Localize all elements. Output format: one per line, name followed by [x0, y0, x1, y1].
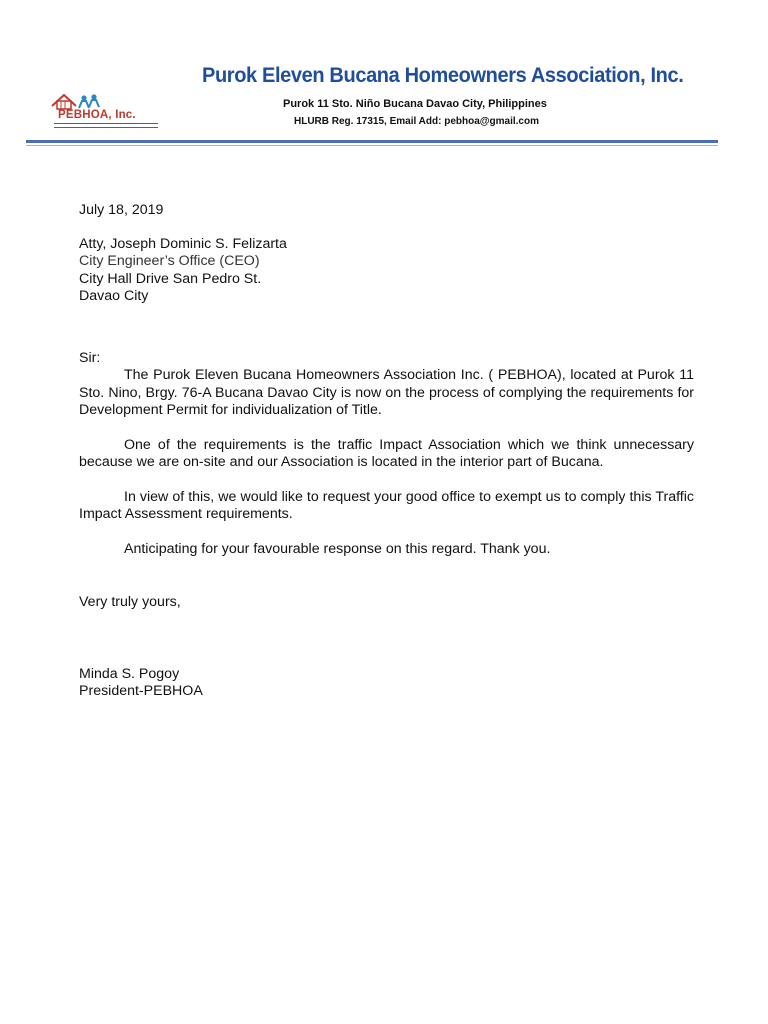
paragraph-4: Anticipating for your favourable response on this regard. Thank you.: [124, 540, 551, 557]
header-divider-thin: [26, 145, 718, 146]
organization-registration: HLURB Reg. 17315, Email Add: pebhoa@gmail.com: [294, 116, 539, 127]
paragraph-1: The Purok Eleven Bucana Homeowners Association Inc. ( PEBHOA), located at Purok 11 Sto. Nino, Brgy. 76-A Bucana Davao City is now on the process of complying the requirements for Development Permit for individualization of Title.: [79, 367, 694, 418]
signatory-title: President-PEBHOA: [79, 683, 203, 699]
paragraph-2: One of the requirements is the traffic Impact Association which we think unnecessary because we are on-site and our Association is located in the interior part of Bucana.: [79, 436, 694, 470]
logo-underline: [54, 123, 158, 128]
signatory-name: Minda S. Pogoy: [79, 665, 180, 682]
recipient-city: Davao City: [79, 288, 149, 304]
letter-date: July 18, 2019: [79, 202, 164, 218]
letterhead: [0, 0, 768, 150]
logo-text: PEBHOA, Inc.: [58, 109, 136, 121]
recipient-street: City Hall Drive San Pedro St.: [79, 270, 262, 287]
salutation: Sir:: [79, 349, 101, 366]
recipient-name: Atty, Joseph Dominic S. Felizarta: [79, 235, 287, 252]
organization-address: Purok 11 Sto. Niño Bucana Davao City, Philippines: [283, 98, 547, 110]
organization-logo: [48, 92, 160, 130]
closing: Very truly yours,: [79, 594, 181, 610]
organization-name: Purok Eleven Bucana Homeowners Association, Inc.: [202, 63, 684, 87]
recipient-block: [79, 236, 694, 306]
recipient-office: City Engineer’s Office (CEO): [79, 253, 260, 269]
letter-body: [79, 202, 694, 701]
header-divider: [26, 140, 718, 143]
paragraph-3: In view of this, we would like to request your good office to exempt us to comply this Traffic Impact Assessment requirements.: [79, 488, 694, 522]
